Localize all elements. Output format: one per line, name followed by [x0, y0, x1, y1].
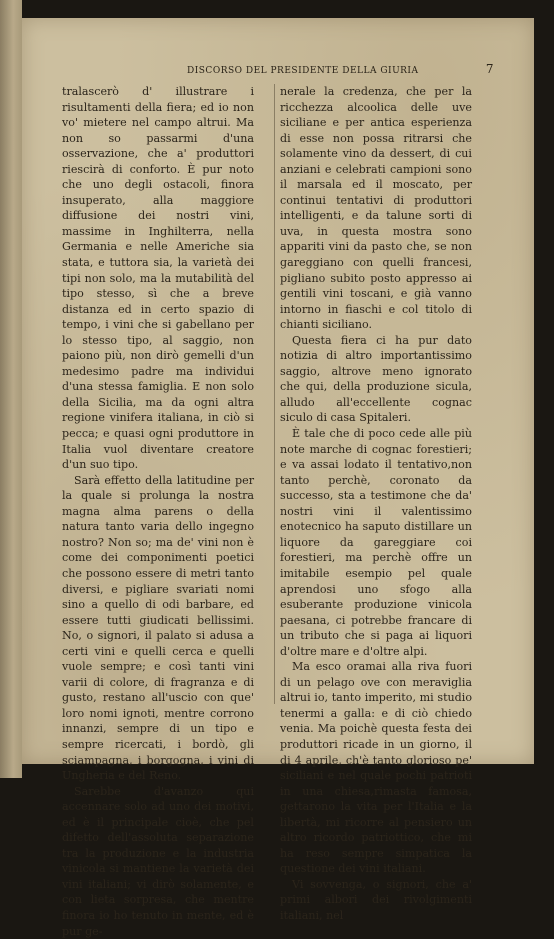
- paragraph: Sarà effetto della latitudine per la quale si prolunga la nostra magna alma parens o della natura tanto varia dello ingegno nostro? Non so; ma de' vini non è come dei componimenti poetici che possono essere di metri tanto diversi, e pigliare svariati nomi sino a quello di odi barbare, ed essere tutti giudicati bellissimi. No, o signori, il palato si adusa a certi vini e quelli cerca e quelli vuole sempre; e così tanti vini varii di colore, di fragranza e di gusto, restano all'uscio con que' loro nomi ignoti, mentre corrono innanzi, sempre di un tipo e sempre ricercati, i bordò, gli sciampagna, i borgogna, i vini di Ungheria e del Reno.: [62, 473, 254, 783]
- book-page: [22, 18, 534, 938]
- paragraph: Vi sovvenga, o signori, che a' primi albori dei rivolgimenti italiani, nel: [280, 877, 472, 922]
- previous-page-edge: [0, 0, 22, 778]
- paragraph: tralascerò d' illustrare i risultamenti della fiera; ed io non vo' mietere nel campo altrui. Ma non so passarmi d'una osservazione, che a' produttori riescirà di conforto. È pur noto che uno degli ostacoli, finora insuperato, alla maggiore diffusione dei nostri vini, massime in Inghilterra, nella Germania e nelle Americhe sia stata, e tuttora sia, la varietà dei tipi non solo, ma la mutabilità del tipo stesso, sì che a breve distanza ed in certo spazio di tempo, i vini che si gabellano per lo stesso tipo, al saggio, non paiono più, non dirò gemelli d'un medesimo padre ma individui d'una stessa famiglia. E non solo della Sicilia, ma da ogni altra regione vinifera italiana, in ciò si pecca; e quasi ogni produttore in Italia vuol diventare creatore d'un suo tipo.: [62, 85, 254, 472]
- paragraph: Sarebbe d'avanzo qui accennare solo ad uno dei motivi, ed è il principale cioè, che pel difetto dell'assoluta separazione tra la produzione e la industria vinicola si mantiene la varietà dei vini italiani; vi dirò solamente, e con lieta sorpresa, che mentre finora io ho tenuto in mente, ed è pur ge-: [62, 784, 254, 938]
- column-divider: [274, 84, 275, 704]
- paragraph: nerale la credenza, che per la ricchezza alcoolica delle uve siciliane e per antica esperienza di esse non possa ritrarsi che solamente vino da dessert, di cui anziani e celebrati campioni sono il marsala ed il moscato, per continui tentativi di produttori intelligenti, e da talune sorti di uva, in questa mostra sono appariti vini da pasto che, se non gareggiano con quelli francesi, pigliano subito posto appresso ai gentili vini toscani, e già vanno intorno in fiaschi e col titolo di chianti siciliano.: [280, 85, 472, 332]
- right-column: [280, 84, 472, 924]
- header-title: DISCORSO DEL PRESIDENTE DELLA GIURIA: [187, 66, 419, 76]
- left-column: [62, 84, 254, 939]
- paragraph: Ma esco oramai alla riva fuori di un pelago ove con meraviglia altrui io, tanto imperito, mi studio tenermi a galla: e di ciò chiedo venia. Ma poichè questa festa dei produttori ricade in un giorno, il di 4 aprile, ch'è tanto glorioso pe' siciliani e nel quale pochi patrioti in una chiesa,rimasta famosa, gettarono la vita per l'Italia e la libertà, mi ricorre al pensiero un altro ricordo patriottico, che mi ha reso sempre simpatica la questione dei vini italiani.: [280, 660, 472, 876]
- page-number: 7: [485, 62, 494, 76]
- running-header: [77, 62, 494, 80]
- paragraph: È tale che di poco cede alle più note marche di cognac forestieri; e va assai lodato il tentativo,non tanto perchè, coronato da successo, sta a testimone che da' nostri vini il valentissimo enotecnico ha saputo distillare un liquore da gareggiare coi forestieri, ma perchè offre un imitabile esempio pel quale aprendosi uno sfogo alla esuberante produzione vinicola paesana, ci potrebbe francare di un tributo che si paga ai liquori d'oltre mare e d'oltre alpi.: [280, 427, 472, 658]
- paragraph: Questa fiera ci ha pur dato notizia di altro importantissimo saggio, altrove meno ignorato che qui, della produzione sicula, alludo all'eccellente cognac siculo di casa Spitaleri.: [280, 333, 472, 425]
